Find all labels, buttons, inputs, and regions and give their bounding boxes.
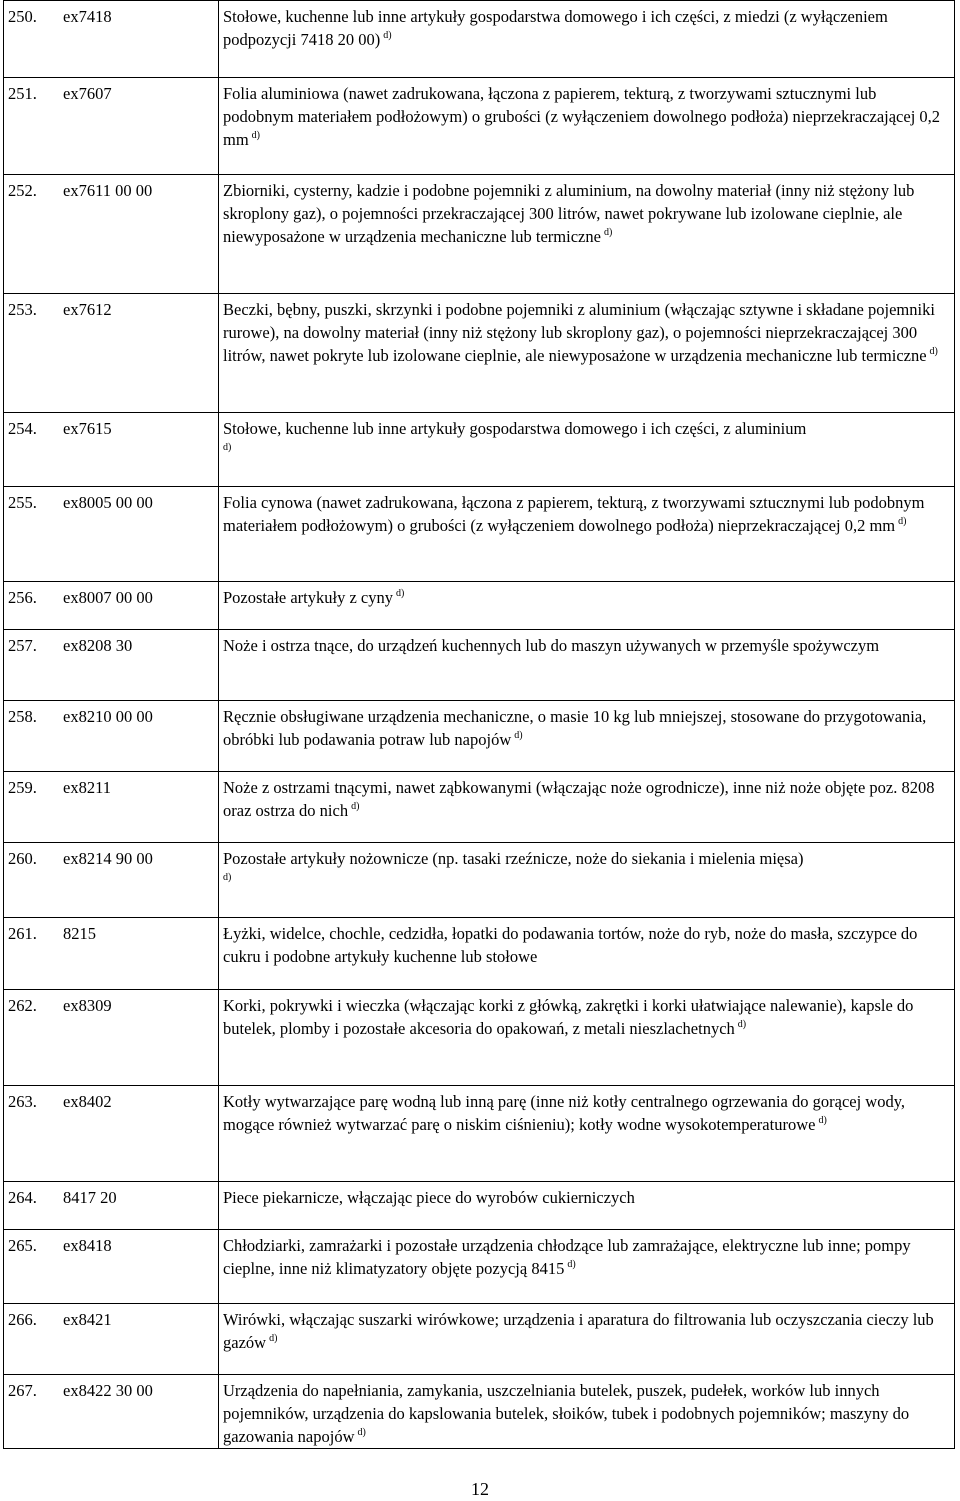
footnote-marker: d) [567, 1259, 576, 1270]
item-code: ex7607 [63, 84, 112, 103]
item-code: 8215 [63, 924, 96, 943]
item-description-cell [219, 701, 955, 772]
item-code: ex8005 00 00 [63, 493, 153, 512]
item-description: Noże z ostrzami tnącymi, nawet ząbkowanymi (włączając noże ogrodnicze), inne niż noże objęte poz. 8208 oraz ostrza do nich [223, 778, 935, 820]
item-description: Stołowe, kuchenne lub inne artykuły gospodarstwa domowego i ich części, z miedzi (z wyłączeniem podpozycji 7418 20 00) [223, 7, 888, 49]
item-id-cell [4, 843, 219, 918]
item-description-cell [219, 1304, 955, 1375]
item-id-cell [4, 294, 219, 413]
item-description-cell [219, 294, 955, 413]
item-number: 258. [8, 707, 37, 726]
item-code: 8417 20 [63, 1188, 117, 1207]
item-id-cell [4, 78, 219, 175]
item-id-cell [4, 1182, 219, 1230]
item-description-cell [219, 413, 955, 487]
table-row [4, 772, 955, 843]
item-description-cell [219, 1, 955, 78]
item-number: 264. [8, 1188, 37, 1207]
item-number: 252. [8, 181, 37, 200]
footnote-marker: d) [737, 1019, 747, 1030]
item-number: 251. [8, 84, 37, 103]
item-description: Ręcznie obsługiwane urządzenia mechaniczne, o masie 10 kg lub mniejszej, stosowane do przygotowania, obróbki lub podawania potraw lub napojów [223, 707, 927, 749]
item-description: Kotły wytwarzające parę wodną lub inną parę (inne niż kotły centralnego ogrzewania do gorącej wody, mogące również wytwarzać parę o niskim ciśnieniu); kotły wodne wysokotemperaturowe [223, 1092, 906, 1134]
items-table-body [4, 1, 955, 1449]
item-description: Łyżki, widelce, chochle, cedzidła, łopatki do podawania tortów, noże do ryb, noże do masła, szczypce do cukru i podobne artykuły kuchenne lub stołowe [223, 924, 918, 966]
item-number: 261. [8, 924, 37, 943]
item-code: ex8421 [63, 1310, 112, 1329]
items-table [3, 0, 955, 1449]
footnote-marker: d) [603, 227, 613, 238]
item-number: 253. [8, 300, 37, 319]
item-id-cell [4, 175, 219, 294]
table-row [4, 294, 955, 413]
item-description-cell [219, 582, 955, 630]
item-code: ex8211 [63, 778, 111, 797]
item-description-cell [219, 1230, 955, 1304]
item-description: Piece piekarnicze, włączając piece do wyrobów cukierniczych [223, 1188, 635, 1207]
page-number: 12 [471, 1479, 489, 1499]
item-description: Folia aluminiowa (nawet zadrukowana, łączona z papierem, tekturą, z tworzywami sztucznymi lub podobnym materiałem podłożowym) o grubości (z wyłączeniem dowolnego podłoża) nieprzekraczającej 0,2 mm [223, 84, 941, 149]
item-description-cell [219, 772, 955, 843]
footnote-marker: d) [898, 516, 907, 527]
item-id-cell [4, 918, 219, 990]
item-code: ex7418 [63, 7, 112, 26]
item-description: Wirówki, włączając suszarki wirówkowe; urządzenia i aparatura do filtrowania lub oczyszczania cieczy lub gazów [223, 1310, 934, 1352]
footnote-marker: d) [514, 730, 523, 741]
footnote-marker: d) [223, 442, 232, 453]
item-number: 265. [8, 1236, 37, 1255]
footnote-marker: d) [351, 801, 360, 812]
item-description-cell [219, 487, 955, 582]
item-number: 266. [8, 1310, 37, 1329]
item-code: ex8422 30 00 [63, 1381, 153, 1400]
item-description: Pozostałe artykuły z cyny [223, 588, 393, 607]
table-row [4, 990, 955, 1086]
item-number: 254. [8, 419, 37, 438]
footnote-marker: d) [929, 346, 938, 357]
table-row [4, 701, 955, 772]
item-description: Stołowe, kuchenne lub inne artykuły gospodarstwa domowego i ich części, z aluminium [223, 419, 807, 438]
item-number: 256. [8, 588, 37, 607]
item-id-cell [4, 1230, 219, 1304]
item-number: 259. [8, 778, 37, 797]
item-code: ex7611 00 00 [63, 181, 153, 200]
table-row [4, 1182, 955, 1230]
item-description: Noże i ostrza tnące, do urządzeń kuchennych lub do maszyn używanych w przemyśle spożywczym [223, 636, 880, 655]
table-row [4, 918, 955, 990]
item-code: ex8309 [63, 996, 112, 1015]
item-description: Chłodziarki, zamrażarki i pozostałe urządzenia chłodzące lub zamrażające, elektryczne lub inne; pompy cieplne, inne niż klimatyzatory objęte pozycją 8415 [223, 1236, 911, 1278]
item-code: ex8210 00 00 [63, 707, 153, 726]
item-description: Korki, pokrywki i wieczka (włączając korki z główką, zakrętki i korki ułatwiające nalewanie), kapsle do butelek, plomby i pozostałe akcesoria do opakowań, z metali nieszlachetnych [223, 996, 914, 1038]
item-number: 250. [8, 7, 37, 26]
item-id-cell [4, 413, 219, 487]
item-description-cell [219, 1086, 955, 1182]
item-description-cell [219, 990, 955, 1086]
table-row [4, 1, 955, 78]
item-description: Pozostałe artykuły nożownicze (np. tasaki rzeźnicze, noże do siekania i mielenia mięsa) [223, 849, 804, 868]
table-row [4, 175, 955, 294]
footnote-line [223, 440, 948, 463]
item-id-cell [4, 582, 219, 630]
item-id-cell [4, 487, 219, 582]
table-row [4, 78, 955, 175]
item-code: ex8402 [63, 1092, 112, 1111]
footnote-marker: d) [357, 1427, 366, 1438]
item-description: Zbiorniki, cysterny, kadzie i podobne pojemniki z aluminium, na dowolny materiał (inny niż stężony lub skroplony gaz), o pojemności przekraczającej 300 litrów, nawet pokrywane lub izolowane cieplnie, ale niewyposażone w urządzenia mechaniczne lub termiczne [223, 181, 915, 246]
item-number: 267. [8, 1381, 37, 1400]
item-id-cell [4, 1304, 219, 1375]
item-description: Urządzenia do napełniania, zamykania, uszczelniania butelek, puszek, pudełek, worków lub innych pojemników, urządzenia do kapslowania butelek, słoików, tubek i podobnych pojemników; maszyny do gazowania napojów [223, 1381, 910, 1446]
table-row [4, 843, 955, 918]
item-number: 263. [8, 1092, 37, 1111]
item-description-cell [219, 78, 955, 175]
footnote-marker: d) [251, 130, 261, 141]
item-description: Folia cynowa (nawet zadrukowana, łączona z papierem, tekturą, z tworzywami sztucznymi lub podobnym materiałem podłożowym) o grubości (z wyłączeniem dowolnego podłoża) nieprzekraczającej 0,2 mm [223, 493, 925, 535]
table-row [4, 630, 955, 701]
footnote-marker: d) [383, 30, 392, 41]
item-id-cell [4, 990, 219, 1086]
item-id-cell [4, 772, 219, 843]
footnote-marker: d) [223, 872, 232, 883]
table-row [4, 413, 955, 487]
item-number: 255. [8, 493, 37, 512]
item-id-cell [4, 1375, 219, 1449]
item-code: ex8007 00 00 [63, 588, 153, 607]
item-id-cell [4, 701, 219, 772]
item-description-cell [219, 1182, 955, 1230]
footnote-marker: d) [818, 1115, 827, 1126]
item-code: ex8418 [63, 1236, 112, 1255]
footnote-line [223, 870, 948, 893]
item-code: ex8214 90 00 [63, 849, 153, 868]
item-number: 257. [8, 636, 37, 655]
item-description-cell [219, 175, 955, 294]
item-description-cell [219, 1375, 955, 1449]
table-row [4, 1375, 955, 1449]
item-description-cell [219, 843, 955, 918]
table-row [4, 487, 955, 582]
item-id-cell [4, 630, 219, 701]
table-row [4, 1086, 955, 1182]
table-row [4, 1304, 955, 1375]
footnote-marker: d) [396, 588, 405, 599]
item-code: ex7612 [63, 300, 112, 319]
footnote-marker: d) [269, 1333, 278, 1344]
item-id-cell [4, 1086, 219, 1182]
item-code: ex7615 [63, 419, 112, 438]
item-number: 260. [8, 849, 37, 868]
table-row [4, 582, 955, 630]
item-description-cell [219, 918, 955, 990]
item-id-cell [4, 1, 219, 78]
item-description: Beczki, bębny, puszki, skrzynki i podobne pojemniki z aluminium (włączając sztywne i składane pojemniki rurowe), na dowolny materiał (inny niż stężony lub skroplony gaz), o pojemności nieprzekraczającej 300 litrów, nawet pokryte lub izolowane cieplnie, ale niewyposażone w urządzenia mechaniczne lub termiczne [223, 300, 935, 365]
table-row [4, 1230, 955, 1304]
item-code: ex8208 30 [63, 636, 133, 655]
item-number: 262. [8, 996, 37, 1015]
item-description-cell [219, 630, 955, 701]
